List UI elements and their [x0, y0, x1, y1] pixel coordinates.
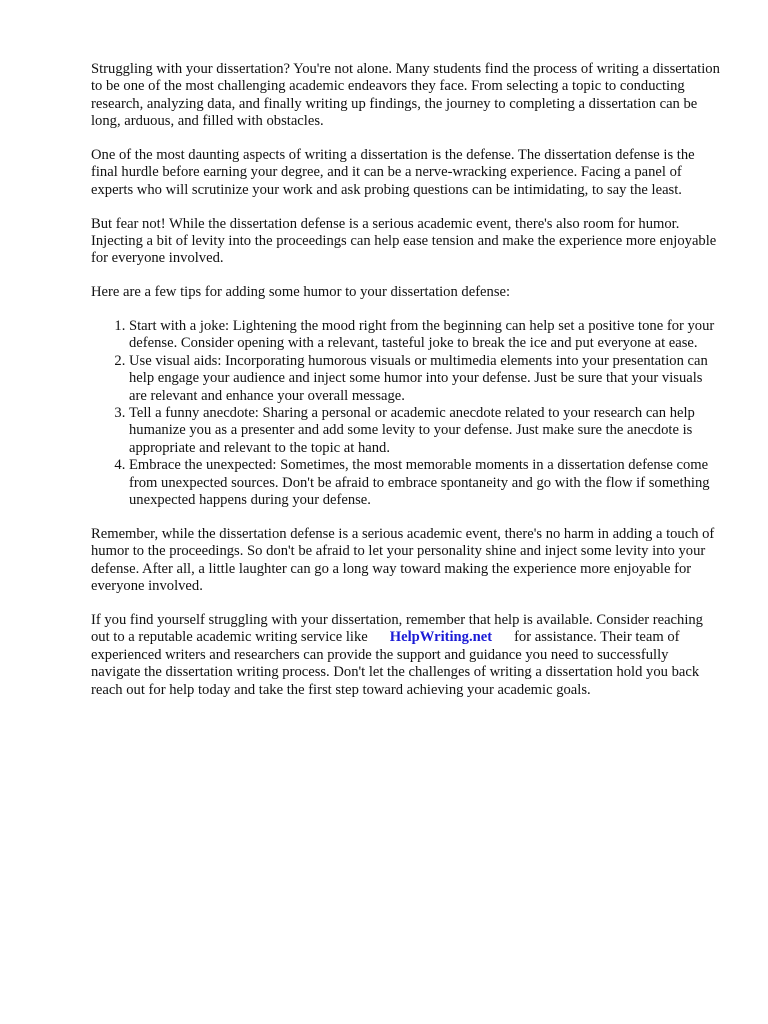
intro-paragraph: Struggling with your dissertation? You're not alone. Many students find the process of writing a dissertation to be one of the most challenging academic endeavors they face. From selecting a topic to conducting research, analyzing data, and finally writing up findings, the journey to completing a dissertation can be long, arduous, and filled with obstacles.: [91, 61, 720, 130]
document-page: [91, 61, 721, 715]
helpwriting-link[interactable]: HelpWriting.net: [389, 629, 493, 646]
humor-paragraph: But fear not! While the dissertation defense is a serious academic event, there's also room for humor. Injecting a bit of levity into the proceedings can help ease tension and make the experience more enjoyable for everyone involved.: [91, 215, 717, 267]
remember-paragraph: Remember, while the dissertation defense is a serious academic event, there's no harm in adding a touch of humor to the proceedings. So don't be afraid to let your personality shine and inject some levity into your defense. After all, a little laughter can go a long way toward making the experience more enjoyable for everyone involved.: [91, 525, 715, 595]
tips-list: [91, 318, 721, 509]
closing-text-after: reach out for help today and take the first step toward achieving your academic goals.: [91, 681, 591, 698]
tips-intro-paragraph: Here are a few tips for adding some humor to your dissertation defense:: [91, 284, 511, 301]
tip-item: 2. Use visual aids: Incorporating humorous visuals or multimedia elements into your presentation can help engage your audience and inject some humor into your defense. Just be sure that your visuals are relevant and enhance your overall message.: [129, 353, 721, 405]
defense-paragraph: One of the most daunting aspects of writing a dissertation is the defense. The dissertation defense is the final hurdle before earning your degree, and it can be a nerve-wracking experience. Facing a panel of experts who will scrutinize your work and ask probing questions can be intimidating, to say the least.: [91, 147, 695, 198]
tip-item: 4. Embrace the unexpected: Sometimes, the most memorable moments in a dissertation defense come from unexpected sources. Don't be afraid to embrace spontaneity and go with the flow if something unexpected happens during your defense.: [129, 457, 721, 509]
closing-paragraph: [91, 612, 721, 699]
closing-text-before-link: If you find yourself struggling with your dissertation, remember that help is available. Consider reaching out to a reputable academic writing service like: [91, 611, 703, 646]
tip-item: 3. Tell a funny anecdote: Sharing a personal or academic anecdote related to your research can help humanize you as a presenter and add some levity to your defense. Just make sure the anecdote is appropriate and relevant to the topic at hand.: [129, 405, 721, 457]
closing-text-middle: for assistance. Their team of experienced writers and researchers can provide the support and guidance you need to successfully navigate the dissertation writing process. Don't let the challenges of writing a dissertation hold you back: [91, 629, 700, 681]
tip-item: 1. Start with a joke: Lightening the mood right from the beginning can help set a positive tone for your defense. Consider opening with a relevant, tasteful joke to break the ice and put everyone at ease.: [129, 318, 721, 353]
